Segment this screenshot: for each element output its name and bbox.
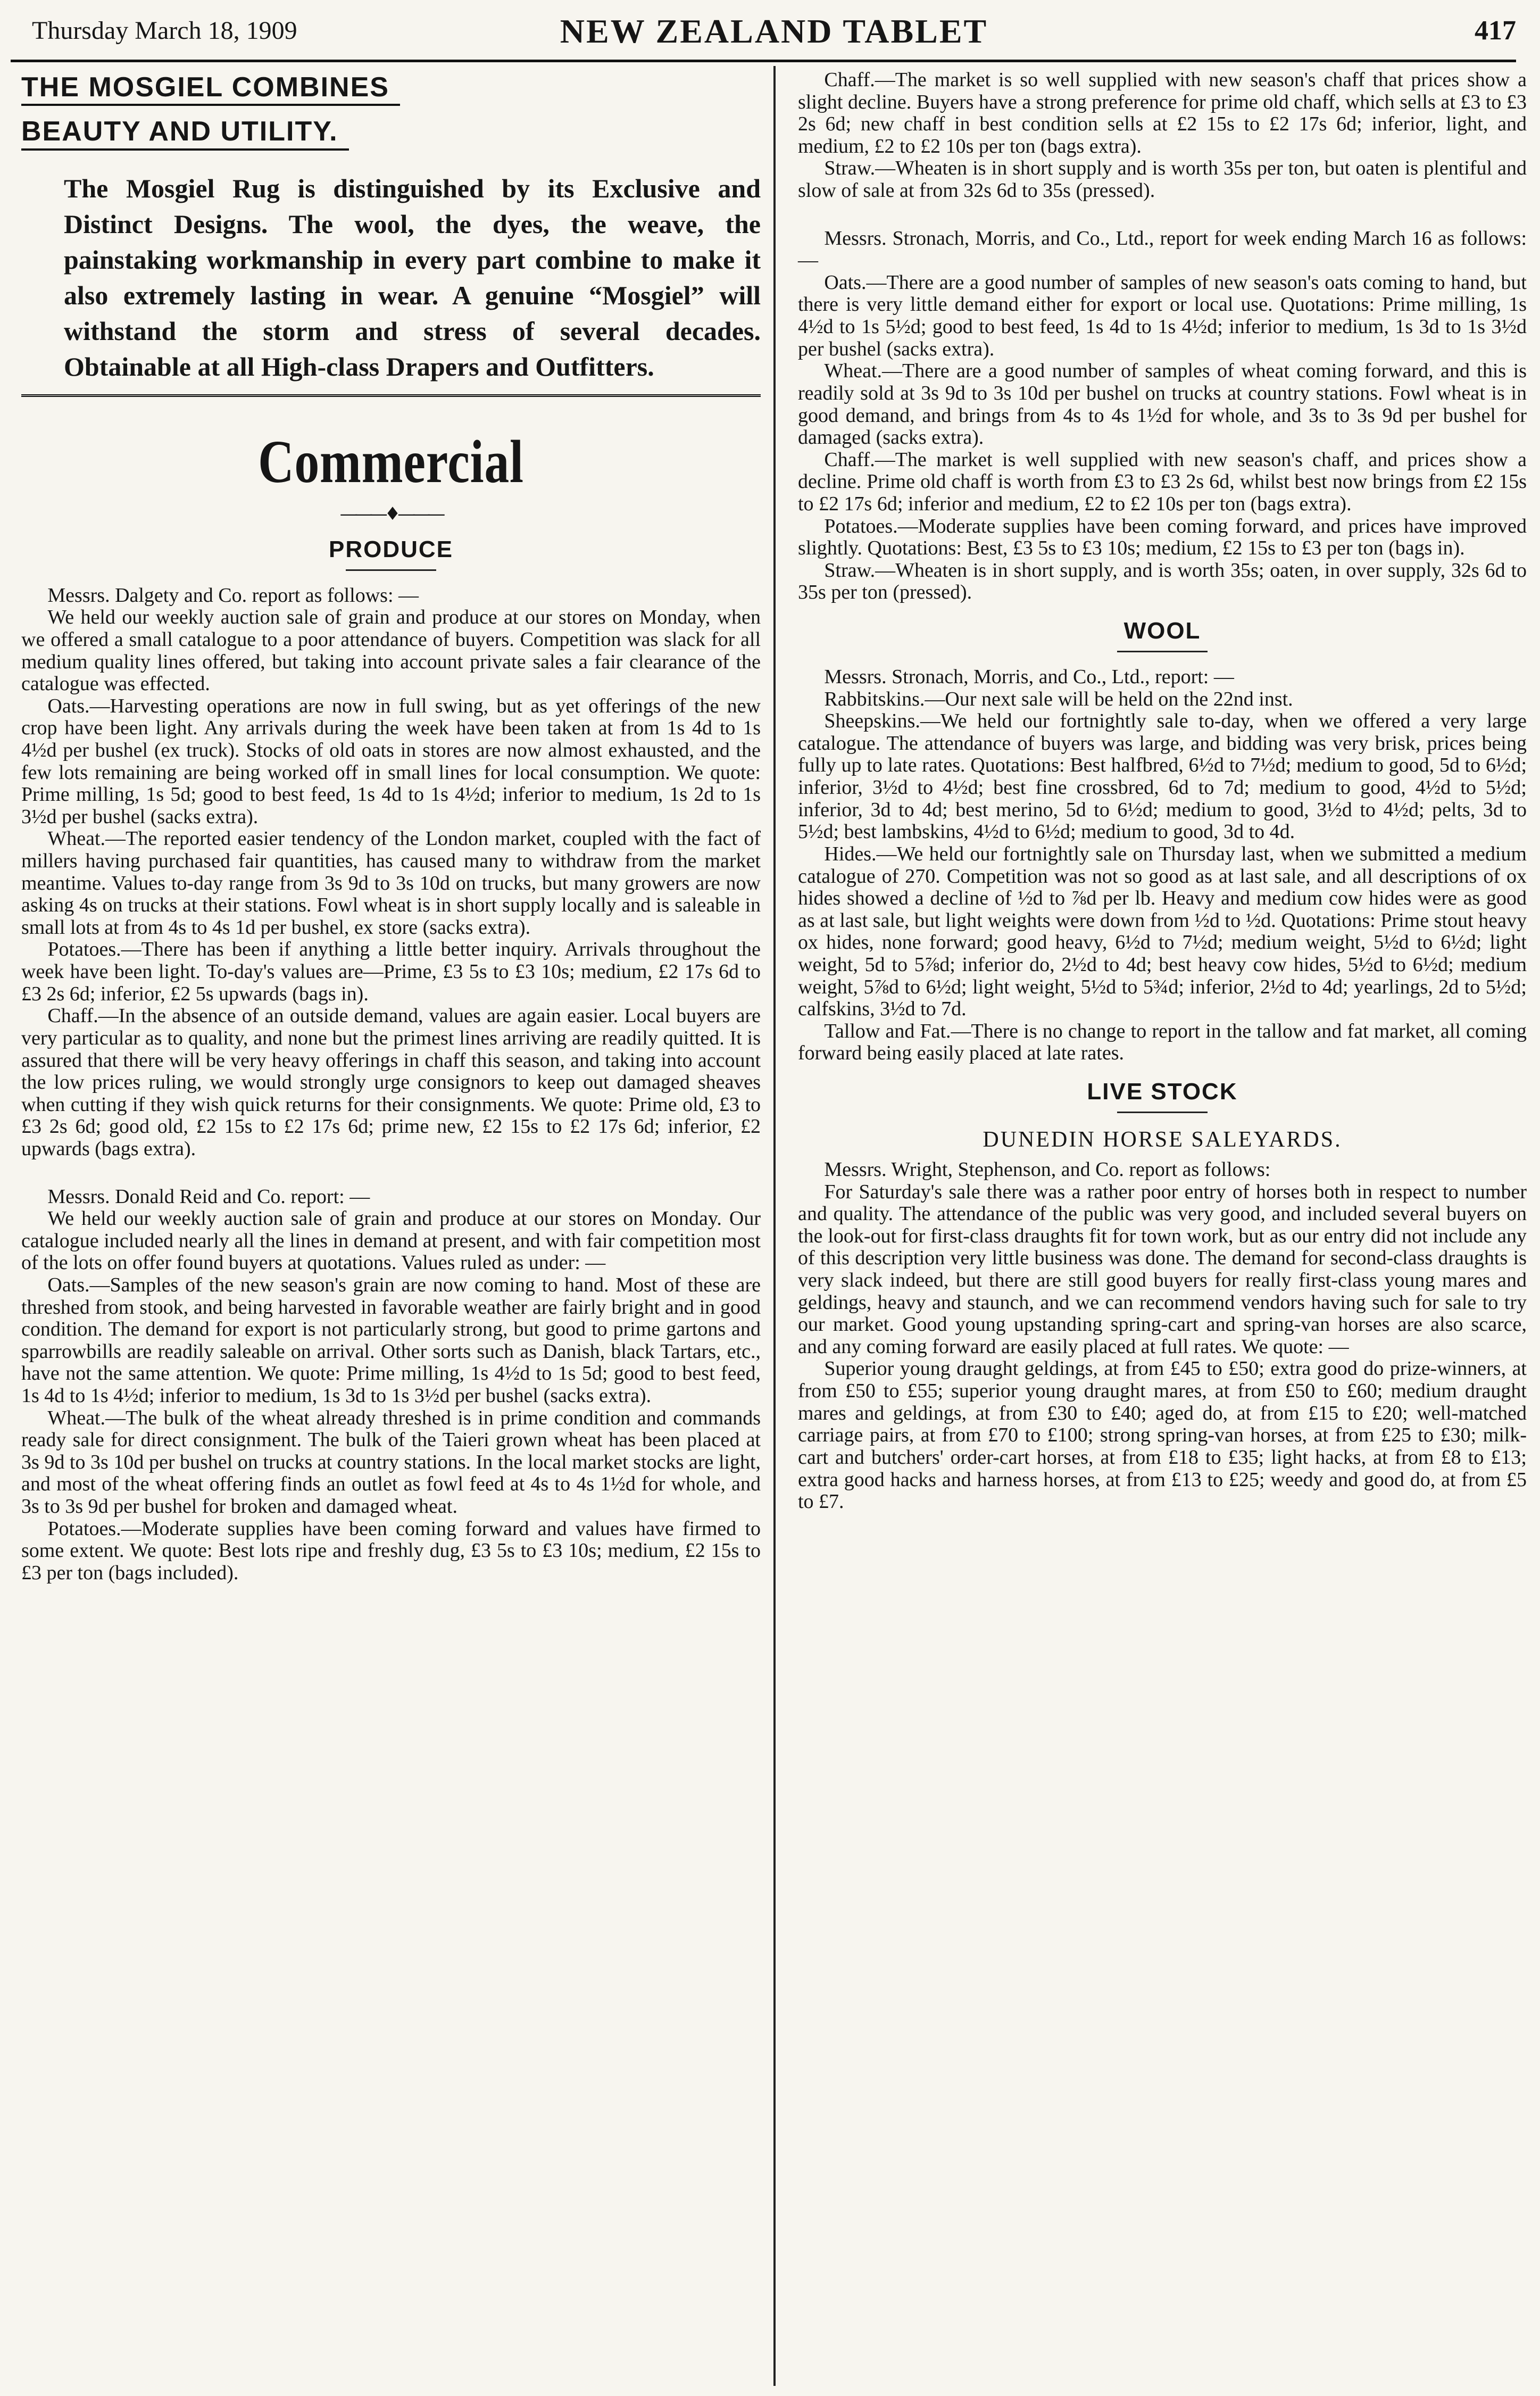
right-column [798,69,1527,1513]
paragraph: Chaff.—The market is so well supplied with new season's chaff that prices show a slight decline. Buyers have a strong preference for prime old chaff, which sells at £3 to £3 2s 6d; new chaff in best condition sells at £2 15s to £2 17s 6d; inferior, light, and medium, £2 to £2 10s per ton (bags extra). [798,69,1527,157]
saleyards-heading: DUNEDIN HORSE SALEYARDS. [983,1127,1342,1152]
dalgety-report [21,585,761,1160]
paragraph: Potatoes.—Moderate supplies have been coming forward, and prices have improved slightly. Quotations: Best, £3 5s to £3 10s; medium, £2 15s to £3 per ton (bags in). [798,515,1527,560]
newspaper-title: NEW ZEALAND TABLET [560,12,988,50]
paragraph: Messrs. Wright, Stephenson, and Co. report as follows: [824,1158,1271,1181]
paragraph: Rabbitskins.—Our next sale will be held on the 22nd inst. [824,687,1293,710]
paragraph: We held our weekly auction sale of grain and produce at our stores on Monday, when we offered a small catalogue to a poor attendance of buyers. Competition was slack for all medium quality lines offered, but taking into account private sales a fair clearance of the catalogue was effected. [21,606,761,695]
produce-continued [798,69,1527,202]
paragraph: Oats.—There are a good number of samples of new season's oats coming to hand, but there is very little demand either for export or local use. Quotations: Prime milling, 1s 4½d to 1s 5½d; good to best feed, 1s 4d to 1s 4½d; inferior to medium, 1s 3d to 1s 3½d per bushel (sacks extra). [798,271,1527,360]
paragraph: Superior young draught geldings, at from £45 to £50; extra good do prize-winners, at from £50 to £55; superior young draught mares, at from £50 to £60; medium draught mares and geldings, at from £30 to £40; aged do, at from £15 to £20; well-matched carriage pairs, at from £70 to £100; strong spring-van horses, at from £25 to £30; milk-cart and butchers' order-cart horses, at from £18 to £35; light hacks, at from £8 to £13; extra good hacks and harness horses, at from £13 to £25; weedy and good do, at from £5 to £7. [798,1357,1527,1513]
ornament-divider: ———♦——— [339,503,443,525]
livestock-rule [1117,1112,1208,1113]
paragraph: Straw.—Wheaten is in short supply and is worth 35s per ton, but oaten is plentiful and slow of sale at from 32s 6d to 35s (pressed). [798,157,1527,202]
advert-heading-2: BEAUTY AND UTILITY. [21,115,349,150]
wool-rule [1117,651,1208,652]
paragraph: Messrs. Stronach, Morris, and Co., Ltd., report for week ending March 16 as follows: — [798,227,1527,272]
advert-heading-1: THE MOSGIEL COMBINES [21,71,400,106]
advert-body: The Mosgiel Rug is distinguished by its Exclusive and Distinct Designs. The wool, the dyes, the weave, the painstaking workmanship in every part combine to make it also extremely lasting in wear. A genuine “Mosgiel” will withstand the storm and stress of several decades. Obtainable at all High-class Drapers and Outfitters. [64,173,761,382]
livestock-report [798,1159,1527,1513]
paragraph: Chaff.—In the absence of an outside demand, values are again easier. Local buyers are very particular as to quality, and none but the primest lines arriving are readily quitted. It is assured that there will be very heavy offerings in chaff this season, and taking into account the low prices ruling, we would strongly urge consignors to keep out damaged sheaves when cutting if they wish quick returns for their consignments. We quote: Prime old, £3 to £3 2s 6d; good old, £2 15s to £2 17s 6d; prime new, £2 15s to £2 17s 6d; inferior, £2 upwards (bags extra). [21,1005,761,1160]
page-number: 417 [1475,15,1516,46]
produce-rule [346,569,436,571]
paragraph: Wheat.—The reported easier tendency of the London market, coupled with the fact of millers having purchased fair quantities, has caused many to withdraw from the market meantime. Values to-day range from 3s 9d to 3s 10d on trucks, but many growers are now asking 4s on trucks at their stations. Fowl wheat is in short supply locally and is saleable in small lots at from 4s to 4s 1d per bushel, ex store (sacks extra). [21,827,761,939]
paragraph: Straw.—Wheaten is in short supply, and is worth 35s; oaten, in over supply, 32s 6d to 35s per ton (pressed). [798,559,1527,604]
paragraph: Oats.—Harvesting operations are now in full swing, but as yet offerings of the new crop have been light. Any arrivals during the week have been taken at from 1s 4d to 1s 4½d per bushel (ex truck). Stocks of old oats in stores are now almost exhausted, and the few lots remaining are being worked off in small lines for local consumption. We quote: Prime milling, 1s 5d; good to best feed, 1s 4d to 1s 4½d; inferior to medium, 1s 2d to 1s 3½d per bushel (sacks extra). [21,694,761,828]
section-title-commercial: Commercial [258,427,524,495]
paragraph: Tallow and Fat.—There is no change to report in the tallow and fat market, all coming forward being easily placed at late rates. [798,1019,1527,1065]
paragraph: Messrs. Dalgety and Co. report as follows: — [47,584,419,607]
paragraph: Messrs. Stronach, Morris, and Co., Ltd., report: — [824,666,1234,689]
wool-report [798,666,1527,1065]
paragraph: Potatoes.—There has been if anything a little better inquiry. Arrivals throughout the week have been light. To-day's values are—Prime, £3 5s to £3 10s; medium, £2 17s 6d to £3 2s 6d; inferior, £2 5s upwards (bags in). [21,938,761,1005]
paragraph: For Saturday's sale there was a rather poor entry of horses both in respect to number and quality. The attendance of the public was very good, and included several buyers on the look-out for first-class draughts fit for town work, but as our entry did not include any of this description very little business was done. The demand for second-class draughts is very slack indeed, but there are still good buyers for really first-class young mares and geldings, heavy and staunch, and we can recommend vendors having such for sale to try our market. Good young upstanding spring-cart and spring-van horses are also scarce, and any coming forward are easily placed at full rates. We quote: — [798,1180,1527,1358]
masthead [32,10,1516,59]
paragraph: Oats.—Samples of the new season's grain are now coming to hand. Most of these are threshed from stook, and being harvested in favorable weather are fairly bright and in good condition. The demand for export is not particularly strong, but good to prime gartons and sparrowbills are readily saleable on arrival. Other sorts such as Danish, black Tartars, etc., have not the same attention. We quote: Prime milling, 1s 4½d to 1s 5d; good to best feed, 1s 4d to 1s 4½d; inferior to medium, 1s 3d to 1s 3½d per bushel (sacks extra). [21,1274,761,1407]
paragraph: Wheat.—The bulk of the wheat already threshed is in prime condition and commands ready sale for direct consignment. The bulk of the Taieri grown wheat has been placed at 3s 9d to 3s 10d per bushel on trucks at country stations. In the local market stocks are light, and most of the wheat offering finds an outlet as fowl feed at 4s to 4s 1½d for whole, and 3s to 3s 9d per bushel for broken and damaged wheat. [21,1406,761,1518]
reid-report [21,1186,761,1585]
paragraph: We held our weekly auction sale of grain and produce at our stores on Monday. Our catalogue included nearly all the lines in demand at present, and with fair competition most of the lots on offer found buyers at quotations. Values ruled as under: — [21,1207,761,1274]
column-divider [773,66,776,2386]
paragraph: Wheat.—There are a good number of samples of wheat coming forward, and this is readily sold at 3s 9d to 3s 10d per bushel on trucks at country stations. Fowl wheat is in good demand, and brings from 4s to 4s 1½d for whole, and 3s to 3s 9d per bushel for damaged (sacks extra). [798,360,1527,449]
paragraph: Potatoes.—Moderate supplies have been coming forward and values have firmed to some extent. We quote: Best lots ripe and freshly dug, £3 5s to £3 10s; medium, £2 15s to £3 per ton (bags included). [21,1517,761,1584]
livestock-heading: LIVE STOCK [1087,1078,1238,1105]
paragraph: Chaff.—The market is well supplied with new season's chaff, and prices show a decline. Prime old chaff is worth from £3 to £3 2s 6d, whilst best now brings from £2 15s to £2 17s 6d; inferior and medium, £2 to £2 10s per ton (bags extra). [798,448,1527,515]
stronach-report [798,228,1527,604]
produce-heading: PRODUCE [328,536,454,562]
wool-heading: WOOL [1123,618,1201,644]
paragraph: Messrs. Donald Reid and Co. report: — [47,1185,370,1208]
paragraph: Sheepskins.—We held our fortnightly sale to-day, when we offered a very large catalogue. The attendance of buyers was large, and bidding was very brisk, prices being fully up to late rates. Quotations: Best halfbred, 6½d to 7½d; medium to good, 5d to 6½d; inferior, 3½d to 4½d; best fine crossbred, 6d to 7d; medium to good, 4½d to 5½d; inferior, 3d to 4d; best merino, 5d to 6½d; medium to good, 3½d to 4½d; pelts, 3d to 5½d; best lambskins, 4½d to 6½d; medium to good, 3d to 4d. [798,710,1527,843]
mosgiel-advertisement [21,71,761,397]
paragraph: Hides.—We held our fortnightly sale on Thursday last, when we submitted a medium catalogue of 270. Competition was not so good as at last sale, and all descriptions of ox hides showed a decline of ½d to ⅞d per lb. Heavy and medium cow hides were as good as at last sale, but light weights were down from ½d to ½d. Quotations: Prime stout heavy ox hides, none forward; good heavy, 6½d to 7½d; medium weight, 5½d to 6½d; light weight, 5d to 5⅞d; inferior do, 2½d to 4d; best heavy cow hides, 5½d to 6½d; medium weight, 5⅞d to 6½d; light weight, 5½d to 5¾d; inferior, 2½d to 4d; yearlings, 2d to 5½d; calfskins, 3½d to 7d. [798,842,1527,1021]
issue-date: Thursday March 18, 1909 [32,16,297,45]
left-column [21,69,761,1585]
masthead-rule [11,60,1516,62]
